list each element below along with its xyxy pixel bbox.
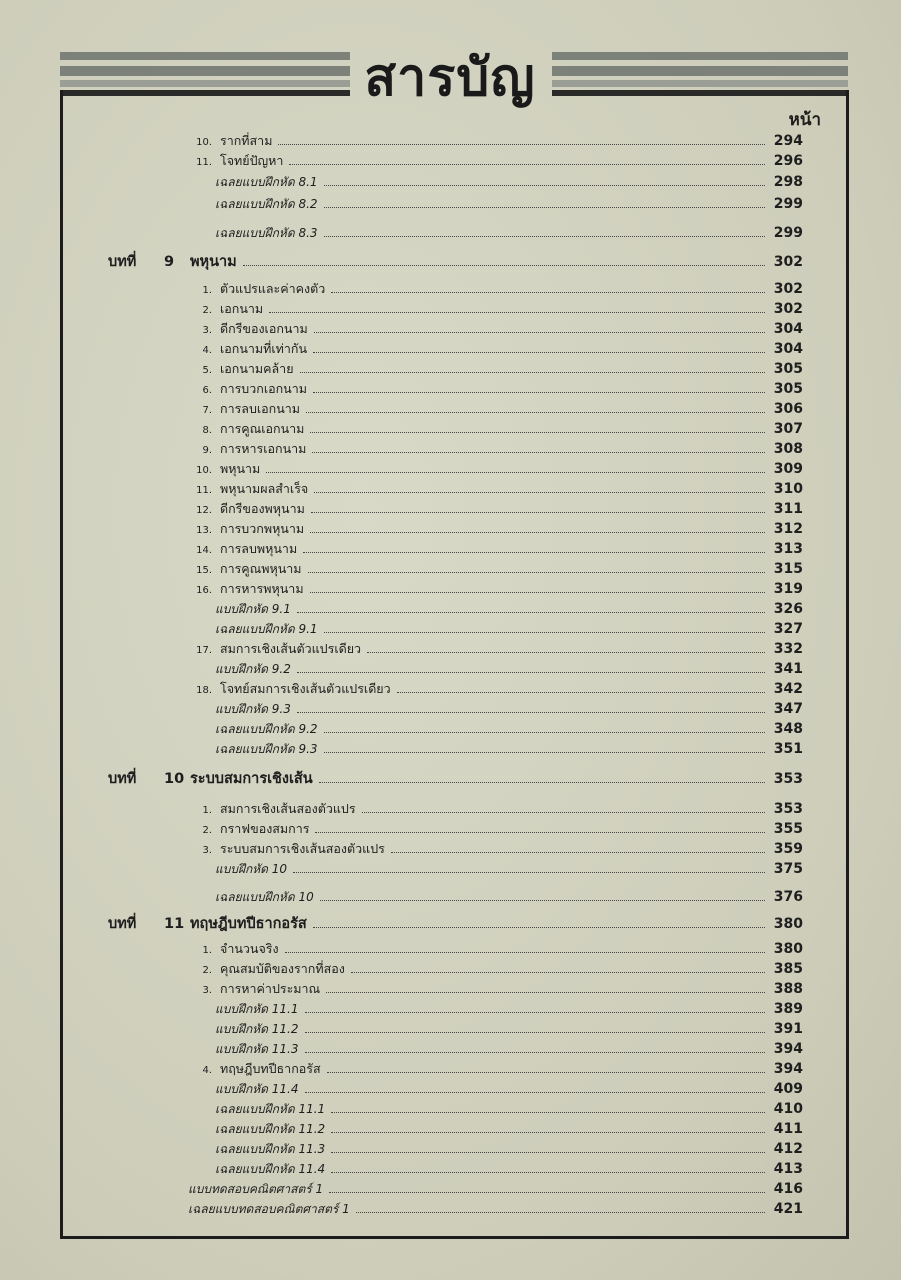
entry-label: พหุนามผลสำเร็จ <box>220 481 309 496</box>
section-title <box>190 499 305 521</box>
section-title <box>190 359 294 381</box>
exercise-title <box>215 172 318 192</box>
toc-row <box>0 1059 901 1081</box>
toc-row <box>0 439 901 461</box>
toc-row <box>0 1199 901 1221</box>
chapter-label: ระบบสมการเชิงเส้น <box>190 771 313 787</box>
section-title <box>190 959 345 981</box>
leader-dots <box>324 185 765 186</box>
leader-dots <box>289 164 765 165</box>
leader-dots <box>303 552 765 553</box>
exercise-title <box>215 1039 299 1059</box>
toc-row <box>0 599 901 621</box>
page-number: 375 <box>773 861 803 877</box>
page-number: 348 <box>773 721 803 737</box>
toc-row <box>0 339 901 361</box>
page-number: 315 <box>773 561 803 577</box>
leader-dots <box>314 332 765 333</box>
page-number: 359 <box>773 841 803 857</box>
page-number: 312 <box>773 521 803 537</box>
toc-row <box>0 279 901 301</box>
entry-label: เฉลยแบบฝึกหัด 9.3 <box>215 742 318 756</box>
page-number: 341 <box>773 661 803 677</box>
section-number: 14. <box>196 545 212 556</box>
leader-dots <box>278 144 765 145</box>
entry-label: ดีกรีของเอกนาม <box>220 321 308 336</box>
section-number: 1. <box>202 285 212 296</box>
page-number: 412 <box>773 1141 803 1157</box>
page-number: 306 <box>773 401 803 417</box>
section-number: 11. <box>196 157 212 168</box>
toc-row <box>0 359 901 381</box>
section-title <box>190 639 361 661</box>
chapter-label: ทฤษฎีบทปีธากอรัส <box>190 916 307 932</box>
page-number: 298 <box>773 174 803 190</box>
section-title <box>190 839 385 861</box>
entry-label: การคูณพหุนาม <box>220 561 302 576</box>
page-number: 410 <box>773 1101 803 1117</box>
entry-label: เฉลยแบบฝึกหัด 11.3 <box>215 1142 326 1156</box>
entry-label: สมการเชิงเส้นตัวแปรเดียว <box>220 641 362 656</box>
leader-dots <box>300 372 765 373</box>
page-number: 394 <box>773 1041 803 1057</box>
leader-dots <box>297 672 765 673</box>
leader-dots <box>293 872 765 873</box>
section-title <box>190 151 283 173</box>
section-number: 2. <box>202 965 212 976</box>
leader-dots <box>331 1152 765 1153</box>
entry-label: เอกนาม <box>220 301 264 316</box>
page-number: 355 <box>773 821 803 837</box>
section-title <box>190 1059 321 1081</box>
entry-label: เฉลยแบบฝึกหัด 8.1 <box>215 175 318 189</box>
leader-dots <box>308 572 765 573</box>
page-number: 304 <box>773 341 803 357</box>
leader-dots <box>319 782 765 783</box>
section-title <box>190 131 272 153</box>
toc-row <box>0 1159 901 1181</box>
leader-dots <box>331 1172 765 1173</box>
toc-row <box>0 719 901 741</box>
page-number: 411 <box>773 1121 803 1137</box>
leader-dots <box>313 392 765 393</box>
page-number: 409 <box>773 1081 803 1097</box>
toc-row <box>0 131 901 153</box>
toc-row <box>0 1079 901 1101</box>
entry-label: ดีกรีของพหุนาม <box>220 501 305 516</box>
entry-label: ทฤษฎีบทปีธากอรัส <box>220 1061 321 1076</box>
toc-row <box>0 699 901 721</box>
section-number: 10. <box>196 465 212 476</box>
page-number: 309 <box>773 461 803 477</box>
page-number: 310 <box>773 481 803 497</box>
leader-dots <box>312 452 765 453</box>
entry-label: เอกนามที่เท่ากัน <box>220 341 308 356</box>
entry-label: พหุนาม <box>220 461 261 476</box>
page-number: 413 <box>773 1161 803 1177</box>
toc-row <box>0 559 901 581</box>
section-number: 12. <box>196 505 212 516</box>
page-number: 302 <box>773 281 803 297</box>
leader-dots <box>331 1132 765 1133</box>
section-title <box>190 479 308 501</box>
exercise-title <box>188 1199 350 1219</box>
section-number: 8. <box>202 425 212 436</box>
exercise-title <box>215 223 318 243</box>
entry-label: เฉลยแบบฝึกหัด 10 <box>215 890 314 904</box>
page-number: 332 <box>773 641 803 657</box>
section-title <box>190 439 306 461</box>
entry-label: แบบทดสอบคณิตศาสตร์ 1 <box>188 1182 324 1196</box>
chapter-label: พหุนาม <box>190 254 237 270</box>
entry-label: ระบบสมการเชิงเส้นสองตัวแปร <box>220 841 385 856</box>
page-number: 326 <box>773 601 803 617</box>
leader-dots <box>305 1052 765 1053</box>
toc-row <box>0 299 901 321</box>
leader-dots <box>313 927 765 928</box>
leader-dots <box>362 812 765 813</box>
leader-dots <box>305 1032 765 1033</box>
page-number: 353 <box>773 801 803 817</box>
leader-dots <box>315 832 765 833</box>
page-number: 385 <box>773 961 803 977</box>
section-number: 2. <box>202 825 212 836</box>
leader-dots <box>324 236 765 237</box>
toc-row <box>0 739 901 761</box>
section-number: 7. <box>202 405 212 416</box>
toc-row <box>0 1099 901 1121</box>
section-number: 4. <box>202 1065 212 1076</box>
page-number: 351 <box>773 741 803 757</box>
toc-row <box>0 1119 901 1141</box>
page-number: 389 <box>773 1001 803 1017</box>
page-number: 327 <box>773 621 803 637</box>
entry-label: การคูณเอกนาม <box>220 421 305 436</box>
entry-label: การหาค่าประมาณ <box>220 981 321 996</box>
entry-label: เฉลยแบบฝึกหัด 11.1 <box>215 1102 326 1116</box>
entry-label: รากที่สาม <box>220 133 273 148</box>
chapter-number: 9 <box>164 254 175 270</box>
entry-label: เฉลยแบบฝึกหัด 11.2 <box>215 1122 326 1136</box>
page-number: 380 <box>773 941 803 957</box>
page-number: 380 <box>773 916 803 932</box>
page-number: 311 <box>773 501 803 517</box>
exercise-title <box>215 699 291 719</box>
page-number: 391 <box>773 1021 803 1037</box>
entry-label: โจทย์ปัญหา <box>220 153 284 168</box>
section-title <box>190 419 304 441</box>
toc-row <box>0 1139 901 1161</box>
entry-label: คุณสมบัติของรากที่สอง <box>220 961 345 976</box>
exercise-title <box>215 1159 325 1179</box>
chapter-word: บทที่ <box>108 916 137 932</box>
chapter-number: 11 <box>164 916 185 932</box>
leader-dots <box>329 1192 765 1193</box>
section-title <box>190 539 297 561</box>
leader-dots <box>356 1212 765 1213</box>
leader-dots <box>324 752 765 753</box>
section-number: 3. <box>202 325 212 336</box>
page-number: 308 <box>773 441 803 457</box>
chapter-word: บทที่ <box>108 254 137 270</box>
entry-label: การบวกเอกนาม <box>220 381 307 396</box>
toc-row <box>0 419 901 441</box>
toc-row <box>0 1019 901 1041</box>
toc-row <box>0 679 901 701</box>
leader-dots <box>331 292 765 293</box>
chapter-title <box>108 252 237 272</box>
leader-dots <box>324 632 765 633</box>
exercise-title <box>215 1079 299 1099</box>
exercise-title <box>215 599 291 619</box>
toc-row <box>0 1039 901 1061</box>
section-title <box>190 379 307 401</box>
toc-row <box>0 619 901 641</box>
page-number: 388 <box>773 981 803 997</box>
page-number: 421 <box>773 1201 803 1217</box>
leader-dots <box>324 732 765 733</box>
section-number: 4. <box>202 345 212 356</box>
toc-row <box>0 399 901 421</box>
chapter-word: บทที่ <box>108 771 137 787</box>
section-title <box>190 939 279 961</box>
chapter-title <box>108 769 313 789</box>
toc-row <box>0 499 901 521</box>
section-number: 2. <box>202 305 212 316</box>
leader-dots <box>285 952 765 953</box>
leader-dots <box>310 432 765 433</box>
exercise-title <box>215 659 291 679</box>
toc-row <box>0 839 901 861</box>
section-title <box>190 399 300 421</box>
leader-dots <box>305 1012 765 1013</box>
section-title <box>190 559 302 581</box>
leader-dots <box>297 712 765 713</box>
toc-row <box>0 151 901 173</box>
page-number: 319 <box>773 581 803 597</box>
section-title <box>190 679 391 701</box>
leader-dots <box>266 472 765 473</box>
exercise-title <box>215 194 318 214</box>
leader-dots <box>311 512 765 513</box>
toc-row <box>0 939 901 961</box>
page-number: 305 <box>773 361 803 377</box>
section-number: 1. <box>202 805 212 816</box>
page-number: 299 <box>773 196 803 212</box>
page-number: 296 <box>773 153 803 169</box>
toc-row <box>0 999 901 1021</box>
page-number: 302 <box>773 254 803 270</box>
entry-label: การลบพหุนาม <box>220 541 298 556</box>
toc-row <box>0 639 901 661</box>
entry-label: แบบฝึกหัด 10 <box>215 862 288 876</box>
toc-row <box>0 887 901 909</box>
leader-dots <box>331 1112 765 1113</box>
section-title <box>190 579 304 601</box>
entry-label: เอกนามคล้าย <box>220 361 294 376</box>
exercise-title <box>215 739 318 759</box>
section-number: 1. <box>202 945 212 956</box>
toc-row <box>0 479 901 501</box>
entry-label: การหารพหุนาม <box>220 581 304 596</box>
exercise-title <box>215 1139 325 1159</box>
entry-label: โจทย์สมการเชิงเส้นตัวแปรเดียว <box>220 681 391 696</box>
leader-dots <box>310 532 765 533</box>
page-number: 294 <box>773 133 803 149</box>
entry-label: กราฟของสมการ <box>220 821 310 836</box>
page-number: 313 <box>773 541 803 557</box>
section-title <box>190 519 304 541</box>
exercise-title <box>215 887 314 907</box>
entry-label: แบบฝึกหัด 9.3 <box>215 702 291 716</box>
section-title <box>190 819 309 841</box>
leader-dots <box>310 592 765 593</box>
section-number: 15. <box>196 565 212 576</box>
page-title: สารบัญ <box>364 48 536 108</box>
leader-dots <box>313 352 765 353</box>
section-title <box>190 279 325 301</box>
exercise-title <box>215 719 318 739</box>
section-title <box>190 459 260 481</box>
leader-dots <box>367 652 765 653</box>
section-number: 9. <box>202 445 212 456</box>
toc-chapter-row <box>0 252 901 274</box>
section-number: 3. <box>202 845 212 856</box>
entry-label: เฉลยแบบฝึกหัด 11.4 <box>215 1162 326 1176</box>
leader-dots <box>351 972 765 973</box>
leader-dots <box>243 265 765 266</box>
toc-row <box>0 319 901 341</box>
entry-label: แบบฝึกหัด 9.1 <box>215 602 291 616</box>
page-number: 342 <box>773 681 803 697</box>
page-number: 304 <box>773 321 803 337</box>
toc-row <box>0 519 901 541</box>
page-number: 305 <box>773 381 803 397</box>
section-title <box>190 799 356 821</box>
entry-label: เฉลยแบบทดสอบคณิตศาสตร์ 1 <box>188 1202 350 1216</box>
entry-label: เฉลยแบบฝึกหัด 9.1 <box>215 622 318 636</box>
section-number: 18. <box>196 685 212 696</box>
section-title <box>190 339 307 361</box>
entry-label: การหารเอกนาม <box>220 441 307 456</box>
leader-dots <box>320 900 765 901</box>
entry-label: เฉลยแบบฝึกหัด 8.2 <box>215 197 318 211</box>
entry-label: แบบฝึกหัด 11.3 <box>215 1042 299 1056</box>
toc-row <box>0 194 901 216</box>
leader-dots <box>306 412 765 413</box>
toc-chapter-row <box>0 914 901 936</box>
exercise-title <box>215 1099 325 1119</box>
section-number: 10. <box>196 137 212 148</box>
toc-row <box>0 1179 901 1201</box>
section-number: 17. <box>196 645 212 656</box>
leader-dots <box>269 312 765 313</box>
section-number: 11. <box>196 485 212 496</box>
entry-label: จำนวนจริง <box>220 941 279 956</box>
entry-label: แบบฝึกหัด 11.1 <box>215 1002 299 1016</box>
page-number: 299 <box>773 225 803 241</box>
exercise-title <box>215 1019 299 1039</box>
toc-row <box>0 223 901 245</box>
toc-row <box>0 459 901 481</box>
toc-row <box>0 959 901 981</box>
entry-label: การบวกพหุนาม <box>220 521 305 536</box>
leader-dots <box>326 992 765 993</box>
leader-dots <box>314 492 765 493</box>
exercise-title <box>215 999 299 1019</box>
section-number: 13. <box>196 525 212 536</box>
entry-label: สมการเชิงเส้นสองตัวแปร <box>220 801 356 816</box>
page-number: 416 <box>773 1181 803 1197</box>
entry-label: แบบฝึกหัด 11.2 <box>215 1022 299 1036</box>
entry-label: การลบเอกนาม <box>220 401 301 416</box>
toc-row <box>0 859 901 881</box>
section-title <box>190 299 263 321</box>
toc-row <box>0 799 901 821</box>
entry-label: แบบฝึกหัด 9.2 <box>215 662 291 676</box>
exercise-title <box>215 859 287 879</box>
toc-row <box>0 379 901 401</box>
leader-dots <box>297 612 765 613</box>
exercise-title <box>215 1119 325 1139</box>
toc-row <box>0 539 901 561</box>
toc-row <box>0 172 901 194</box>
leader-dots <box>324 207 765 208</box>
leader-dots <box>397 692 765 693</box>
entry-label: ตัวแปรและค่าคงตัว <box>220 281 326 296</box>
section-title <box>190 979 320 1001</box>
leader-dots <box>327 1072 765 1073</box>
section-title <box>190 319 308 341</box>
page-number: 394 <box>773 1061 803 1077</box>
page-number: 307 <box>773 421 803 437</box>
toc-row <box>0 659 901 681</box>
toc-row <box>0 819 901 841</box>
entry-label: แบบฝึกหัด 11.4 <box>215 1082 299 1096</box>
toc-chapter-row <box>0 769 901 791</box>
section-number: 5. <box>202 365 212 376</box>
page-number: 347 <box>773 701 803 717</box>
page-column-heading: หน้า <box>788 110 821 130</box>
chapter-number: 10 <box>164 771 185 787</box>
exercise-title <box>188 1179 323 1199</box>
section-number: 16. <box>196 585 212 596</box>
toc-row <box>0 979 901 1001</box>
section-number: 6. <box>202 385 212 396</box>
chapter-title <box>108 914 307 934</box>
entry-label: เฉลยแบบฝึกหัด 9.2 <box>215 722 318 736</box>
leader-dots <box>391 852 765 853</box>
entry-label: เฉลยแบบฝึกหัด 8.3 <box>215 226 318 240</box>
section-number: 3. <box>202 985 212 996</box>
page-number: 302 <box>773 301 803 317</box>
page-number: 353 <box>773 771 803 787</box>
leader-dots <box>305 1092 765 1093</box>
toc-row <box>0 579 901 601</box>
exercise-title <box>215 619 318 639</box>
page-number: 376 <box>773 889 803 905</box>
